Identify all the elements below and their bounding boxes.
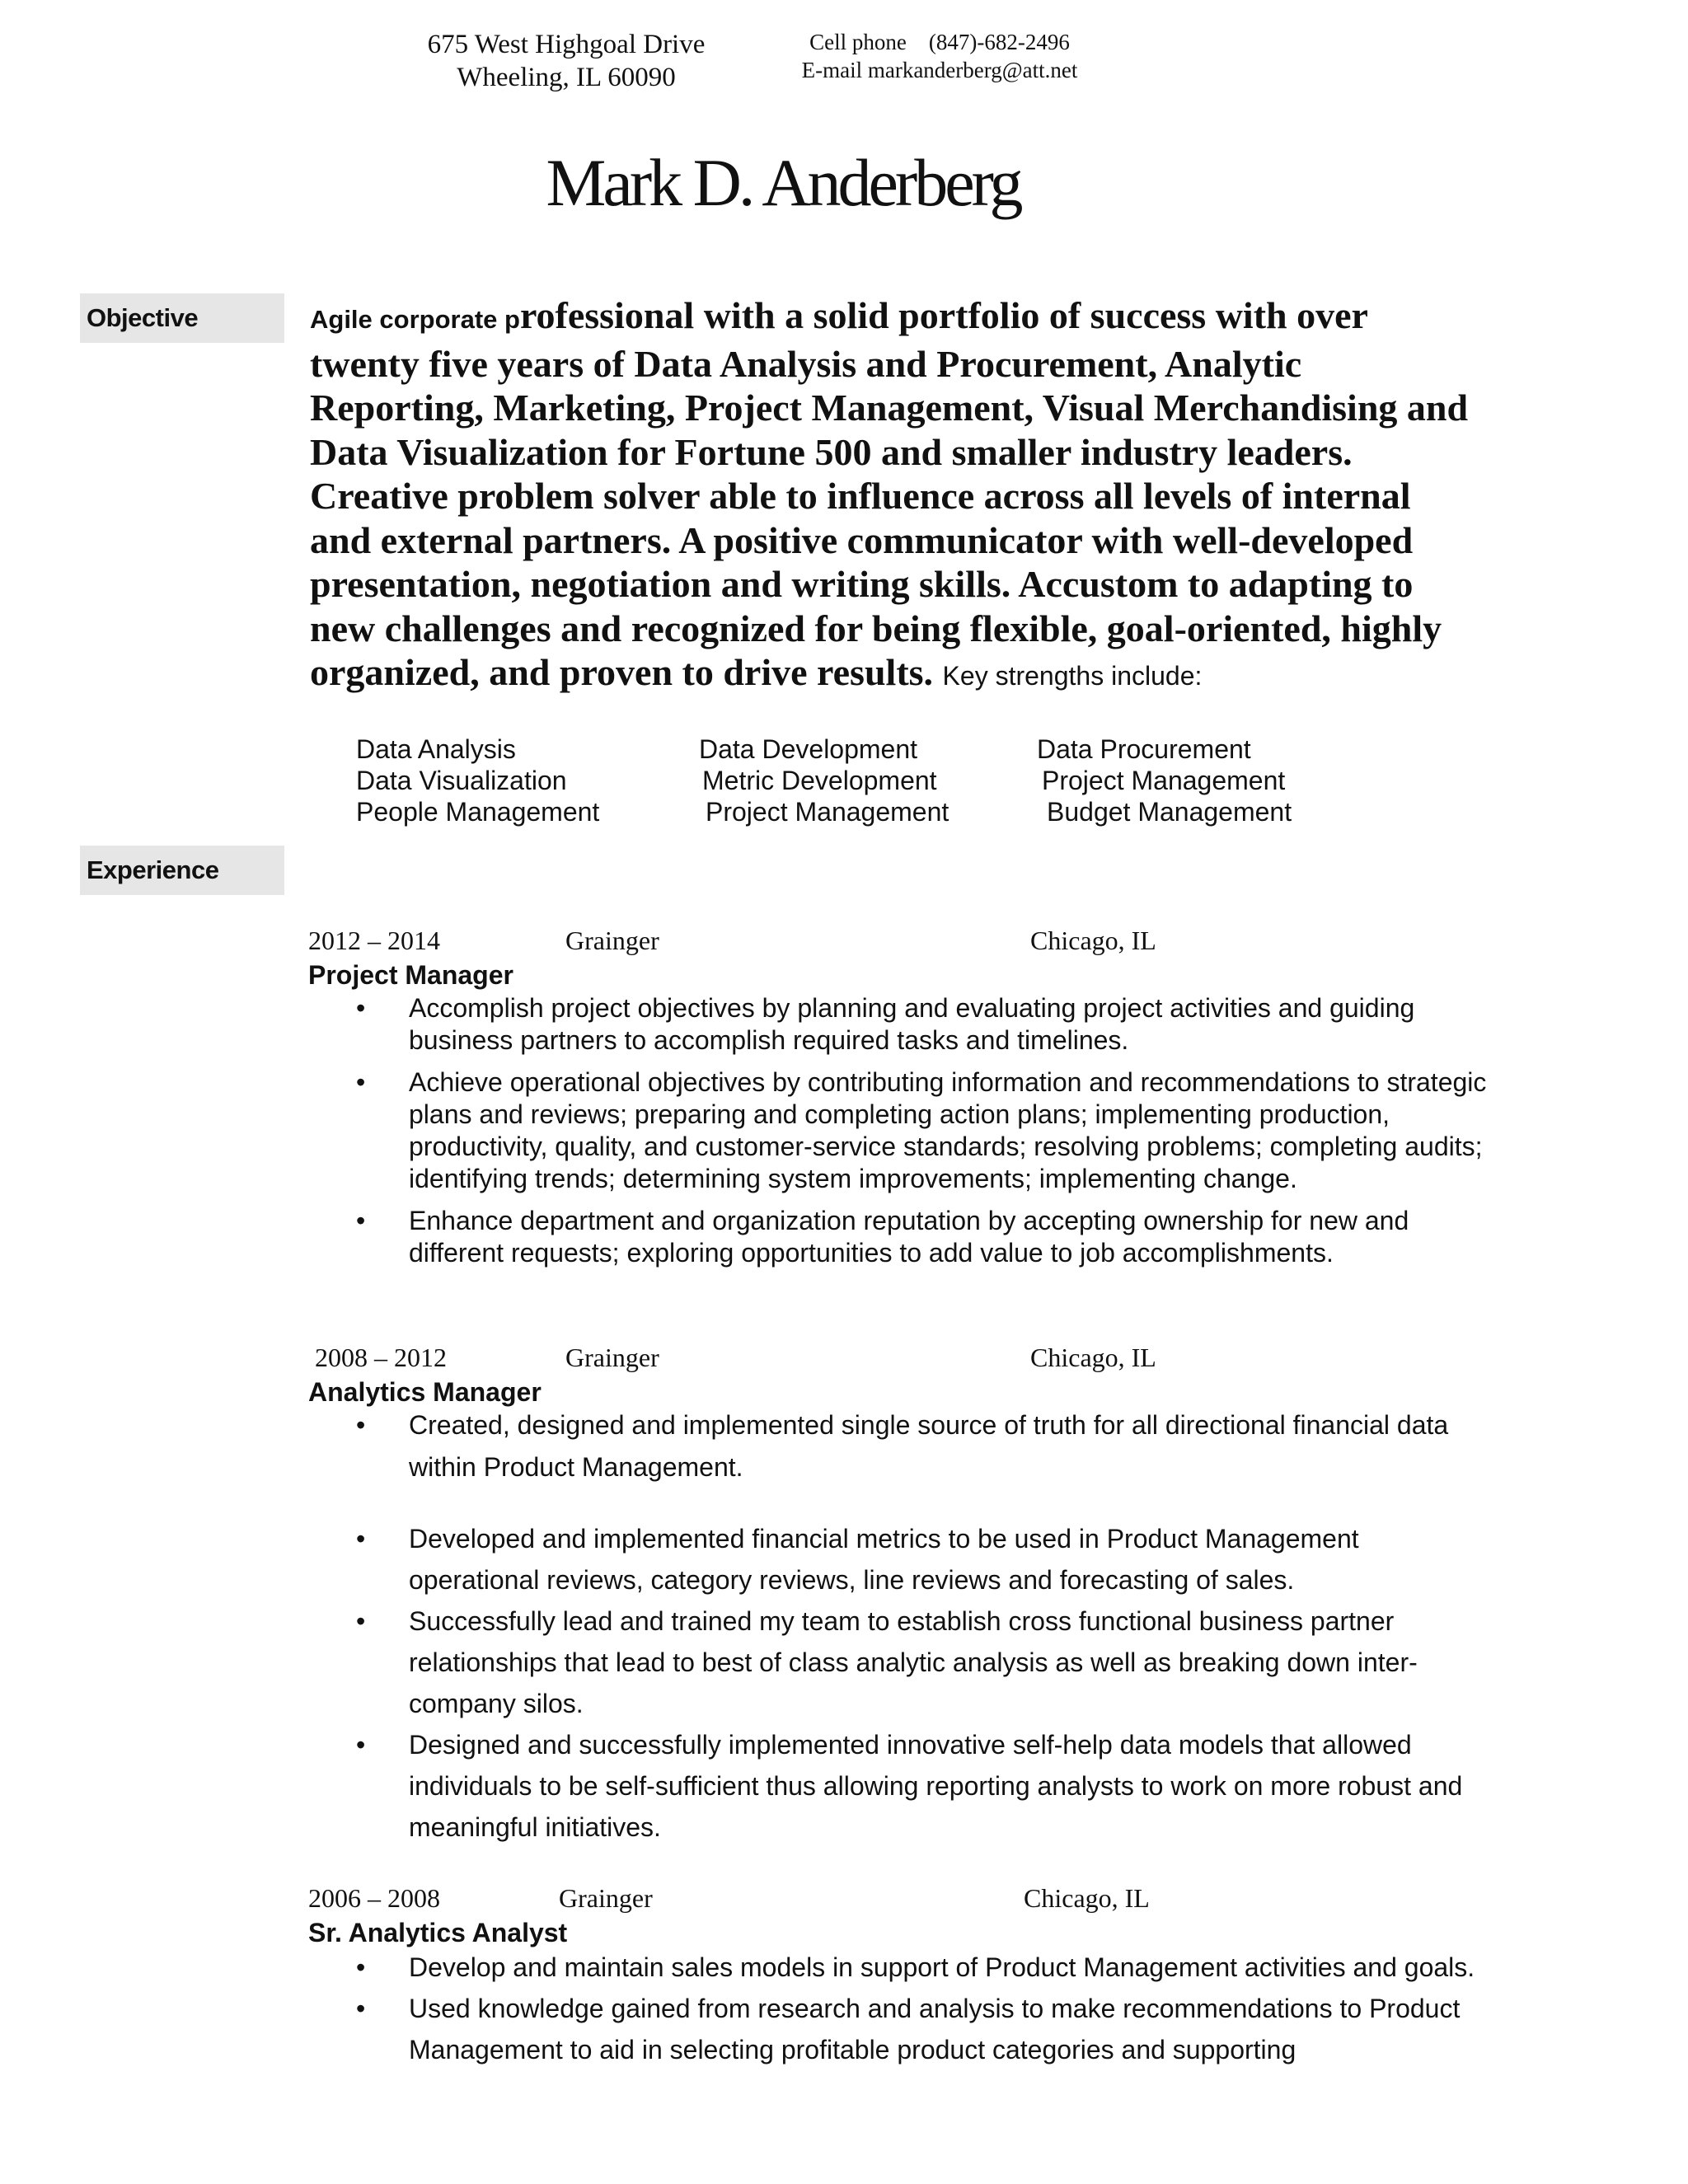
strength-item: People Management [356,797,600,827]
objective-tail: Key strengths include: [942,661,1203,691]
strength-item: Data Visualization [356,766,567,795]
job-bullets [354,1409,1492,1488]
objective-section-label: Objective [80,293,284,343]
list-item: • Accomplish project objectives by planning and evaluating project activities and guiding business partners to accomplish required tasks and timelines. [354,992,1492,1057]
list-item: • Successfully lead and trained my team to establish cross functional business partner relationships that lead to best of class analytic analysis as well as breaking down inter-company silos. [354,1601,1492,1724]
job-title: Project Manager [308,960,513,990]
contact-block [775,28,1104,84]
address-line-1: 675 West Highgoal Drive [427,30,706,59]
list-item [354,1446,1492,1488]
list-item: • Designed and successfully implemented innovative self-help data models that allowed individuals to be self-sufficient thus allowing reporting analysts to work on more robust and meaningful initiatives. [354,1724,1492,1848]
experience-section-label: Experience [80,846,284,895]
phone-number: Cell phone (847)-682-2496 [809,30,1070,54]
strength-item: Metric Development [702,766,937,795]
objective-lead: Agile corporate p [310,305,520,334]
strength-item: Budget Management [1047,797,1292,827]
job-title: Sr. Analytics Analyst [308,1918,568,1947]
continued-text: within Product Management. [409,1452,743,1482]
job-location: Chicago, IL [1024,1883,1150,1913]
objective-body: rofessional with a solid portfolio of success with over twenty five years of Data Analysis and Procurement, Analytic Reporting, Marketing, Project Management, Visual Merchandising and Data Visualization for Fortune 500 and smaller industry leaders. Creative problem solver able to influence across all levels of internal and external partners. A positive communicator with well-developed presentation, negotiation and writing skills. Accustom to adapting to new challenges and recognized for being flexible, goal-oriented, highly organized, and proven to drive results. [310,294,1469,693]
job-bullets [354,992,1492,1279]
address-block [422,28,710,94]
job-dates: 2008 – 2012 [315,1343,447,1372]
objective-paragraph [310,293,1480,699]
strength-item: Data Development [699,734,918,764]
job-dates: 2006 – 2008 [308,1883,440,1913]
job-company: Grainger [559,1883,653,1913]
job-location: Chicago, IL [1030,1343,1156,1372]
list-item: • Develop and maintain sales models in support of Product Management activities and goals. [354,1947,1492,1988]
list-item: • Developed and implemented financial metrics to be used in Product Management operational reviews, category reviews, line reviews and forecasting of sales. [354,1518,1492,1601]
strength-item: Project Management [706,797,950,827]
list-item: • Created, designed and implemented single source of truth for all directional financial data [354,1409,1492,1441]
email-address: E-mail markanderberg@att.net [801,58,1078,82]
job-company: Grainger [565,926,659,955]
list-item: • Enhance department and organization reputation by accepting ownership for new and different requests; exploring opportunities to add value to job accomplishments. [354,1205,1492,1269]
strength-item: Project Management [1042,766,1286,795]
address-line-2: Wheeling, IL 60090 [457,63,676,92]
job-dates: 2012 – 2014 [308,926,440,955]
list-item: • Achieve operational objectives by contributing information and recommendations to strategic plans and reviews; preparing and completing action plans; implementing production, productivity, quality, and customer-service standards; resolving problems; completing audits; identifying trends; determining system improvements; implementing change. [354,1066,1492,1195]
candidate-name: Mark D. Anderberg [546,145,1020,220]
job-location: Chicago, IL [1030,926,1156,955]
job-bullets [354,1947,1492,2070]
job-title: Analytics Manager [308,1377,542,1407]
strength-item: Data Analysis [356,734,516,764]
job-company: Grainger [565,1343,659,1372]
list-item: • Used knowledge gained from research and analysis to make recommendations to Product Management to aid in selecting profitable product categories and supporting [354,1988,1492,2070]
job-bullets-continued [354,1518,1492,1848]
strength-item: Data Procurement [1037,734,1251,764]
